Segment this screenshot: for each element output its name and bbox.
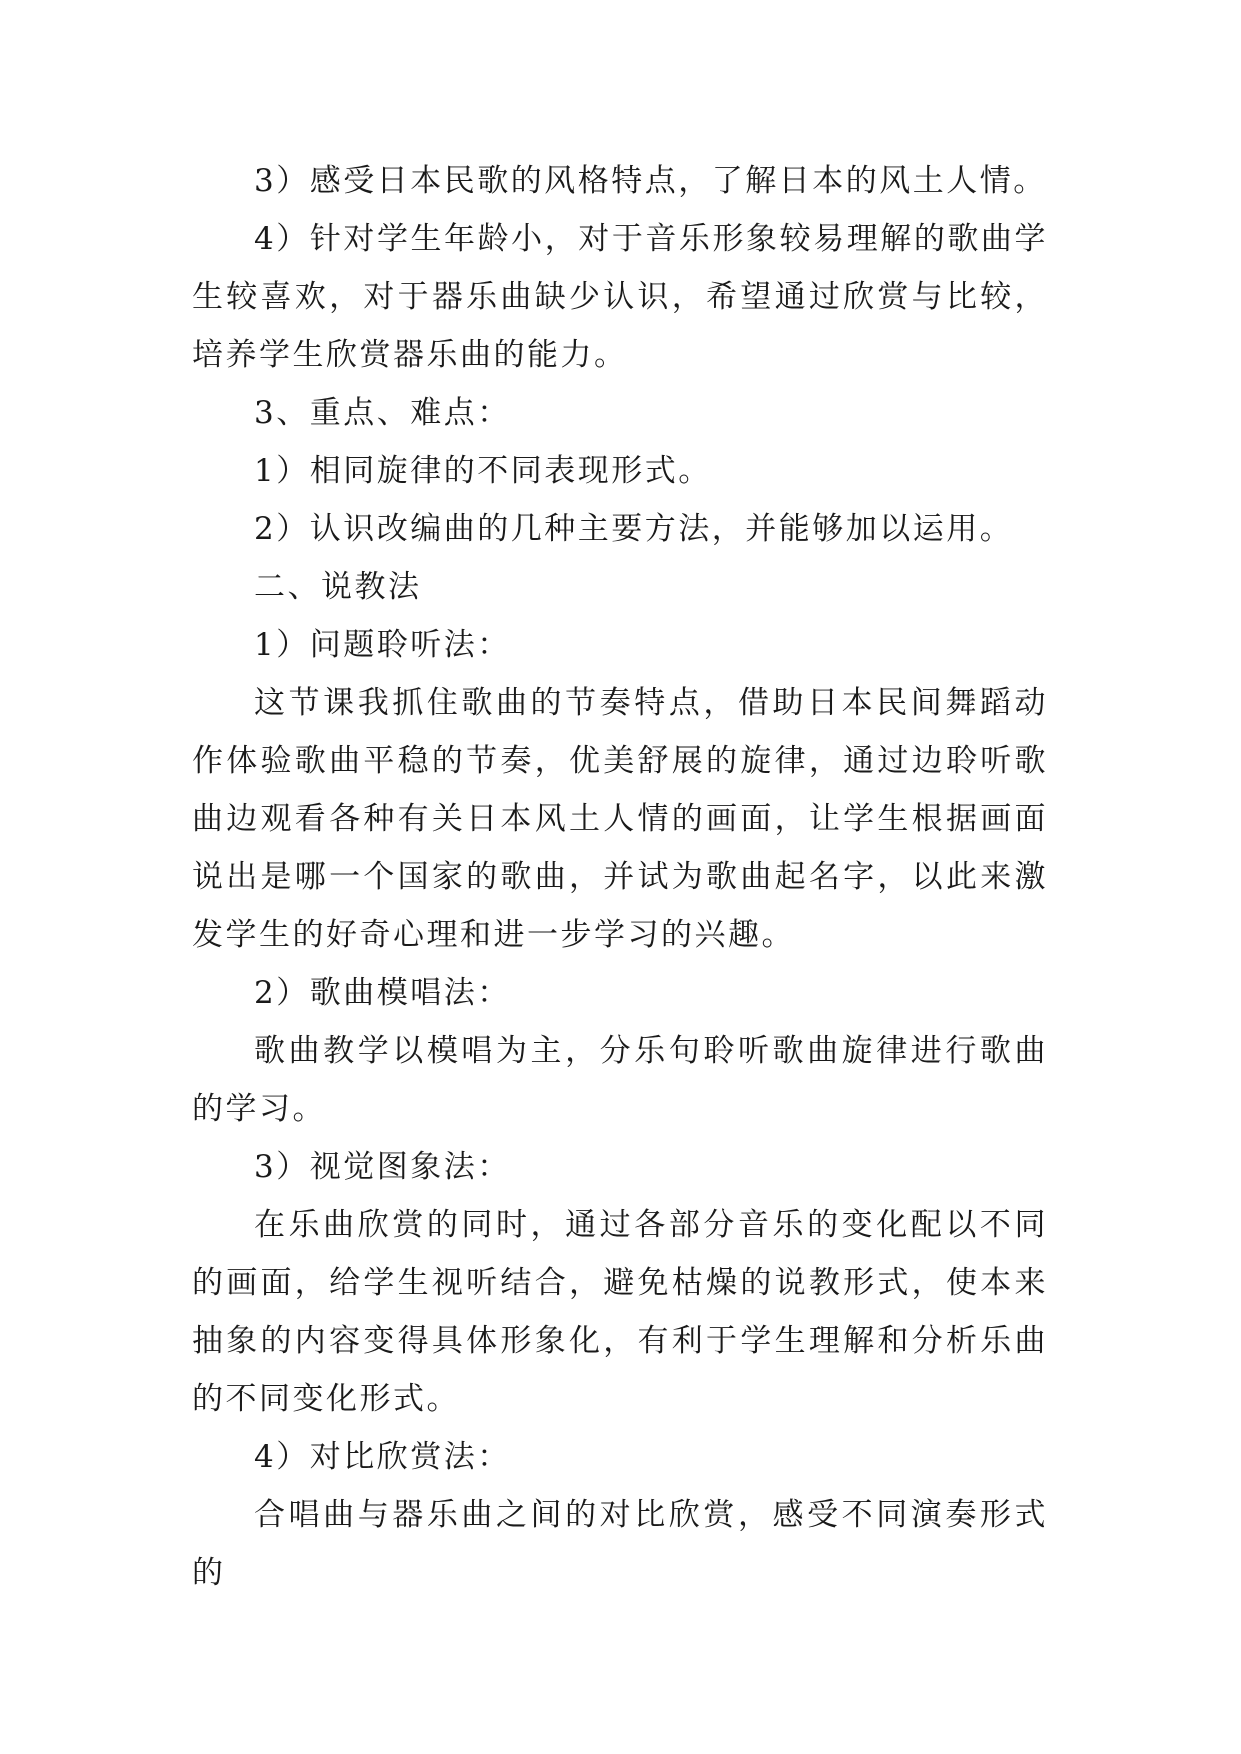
paragraph: 1）相同旋律的不同表现形式。 bbox=[254, 453, 712, 489]
section-heading: 二、说教法 bbox=[254, 569, 422, 605]
paragraph: 歌曲教学以模唱为主，分乐句聆听歌曲旋律进行歌曲的学习。 bbox=[192, 1033, 1048, 1127]
paragraph: 2）认识改编曲的几种主要方法，并能够加以运用。 bbox=[254, 511, 1014, 547]
paragraph: 2）歌曲模唱法： bbox=[254, 975, 511, 1011]
paragraph: 3）感受日本民歌的风格特点，了解日本的风土人情。 bbox=[254, 163, 1047, 199]
paragraph: 4）对比欣赏法： bbox=[254, 1439, 511, 1475]
paragraph: 4）针对学生年龄小，对于音乐形象较易理解的歌曲学生较喜欢，对于器乐曲缺少认识，希望通过欣赏与比较，培养学生欣赏器乐曲的能力。 bbox=[192, 221, 1048, 373]
paragraph: 在乐曲欣赏的同时，通过各部分音乐的变化配以不同的画面，给学生视听结合，避免枯燥的说教形式，使本来抽象的内容变得具体形象化，有利于学生理解和分析乐曲的不同变化形式。 bbox=[192, 1207, 1048, 1417]
paragraph: 3、重点、难点： bbox=[254, 395, 511, 431]
paragraph: 1）问题聆听法： bbox=[254, 627, 511, 663]
document-page bbox=[192, 152, 1048, 1602]
paragraph: 这节课我抓住歌曲的节奏特点，借助日本民间舞蹈动作体验歌曲平稳的节奏，优美舒展的旋律，通过边聆听歌曲边观看各种有关日本风土人情的画面，让学生根据画面说出是哪一个国家的歌曲，并试为歌曲起名字，以此来激发学生的好奇心理和进一步学习的兴趣。 bbox=[192, 685, 1048, 953]
paragraph: 3）视觉图象法： bbox=[254, 1149, 511, 1185]
paragraph: 合唱曲与器乐曲之间的对比欣赏，感受不同演奏形式的 bbox=[192, 1497, 1048, 1591]
